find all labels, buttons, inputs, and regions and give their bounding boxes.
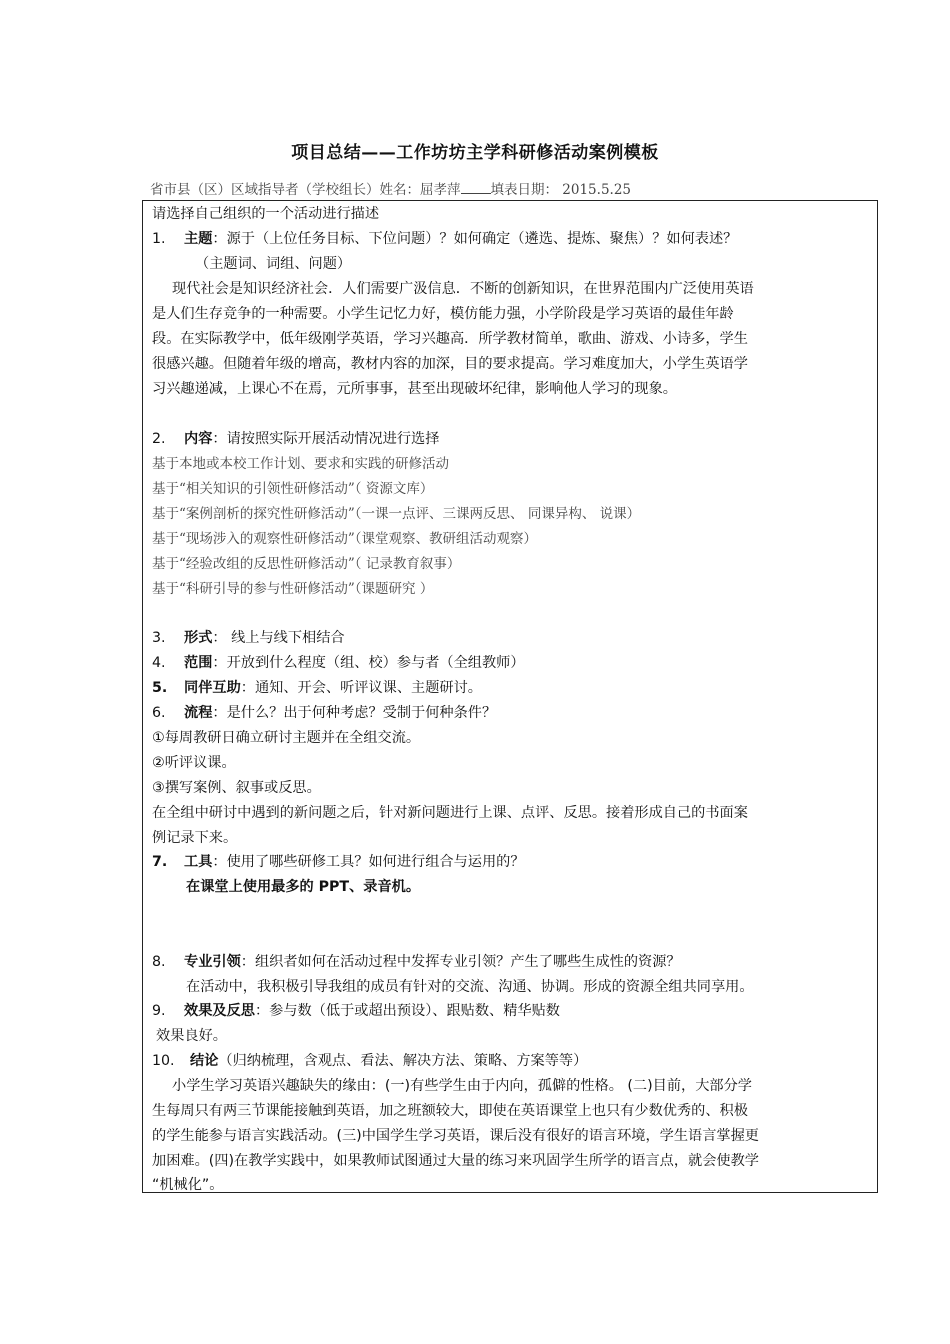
content-option: 基于“科研引导的参与性研修活动”（课题研究 ） — [152, 581, 434, 597]
section-head: 范围 — [184, 655, 213, 671]
paragraph-line: 很感兴趣。但随着年级的增高，教材内容的加深，目的要求提高。学习难度加大，小学生英语学 — [152, 356, 748, 372]
section-1-heading — [152, 230, 737, 248]
section-question: ：请按照实际开展活动情况进行选择 — [212, 431, 440, 447]
section-head: 流程 — [184, 705, 213, 721]
section-head: 主题 — [184, 231, 213, 247]
content-option: 基于“相关知识的引领性研修活动”（ 资源文库） — [152, 481, 434, 497]
page-title: 项目总结——工作坊坊主学科研修活动案例模板 — [291, 143, 659, 163]
section-text: ：开放到什么程度（组、校）参与者（全组教师） — [212, 655, 525, 671]
section-head: 内容 — [184, 431, 213, 447]
paragraph-line: 生每周只有两三节课能接触到英语，加之班额较大，即使在英语课堂上也只有少数优秀的、积极 — [152, 1103, 748, 1119]
content-option: 基于“现场涉入的观察性研修活动”（课堂观察、教研组活动观察） — [152, 531, 538, 547]
section-number: 9. — [152, 1003, 166, 1019]
process-step: ②听评议课。 — [152, 755, 236, 771]
section-question: （归纳梳理，含观点、看法、解决方法、策略、方案等等） — [218, 1053, 588, 1069]
form-meta — [150, 178, 631, 198]
section-8-heading — [152, 953, 681, 971]
section-text: ： 线上与线下相结合 — [212, 630, 345, 646]
section-1-question-2: （主题词、词组、问题） — [195, 256, 352, 272]
paragraph-line: 在全组中研讨中遇到的新问题之后，针对新问题进行上课、点评、反思。接着形成自己的书面案 — [152, 805, 748, 821]
section-7-heading — [152, 853, 525, 871]
section-number: 2. — [152, 431, 166, 447]
section-5-heading — [152, 679, 482, 697]
section-head: 结论 — [190, 1053, 219, 1069]
meta-suffix: 填表日期： 2015.5.25 — [490, 182, 631, 198]
section-9-heading — [152, 1002, 560, 1020]
section-number: 7. — [152, 854, 168, 870]
section-head: 效果及反思 — [184, 1003, 255, 1019]
section-question: ：参与数（低于或超出预设）、跟贴数、精华贴数 — [254, 1003, 560, 1019]
paragraph-line: 现代社会是知识经济社会．人们需要广汲信息．不断的创新知识，在世界范围内广泛使用英语 — [172, 281, 754, 297]
section-head: 形式 — [184, 630, 213, 646]
paragraph-line: 加困难。(四)在教学实践中，如果教师试图通过大量的练习来巩固学生所学的语言点，就会使教学 — [152, 1153, 759, 1169]
section-3-heading — [152, 629, 345, 647]
section-number: 10. — [152, 1053, 175, 1069]
paragraph-line: 是人们生存竞争的一种需要。小学生记忆力好，模仿能力强，小学阶段是学习英语的最佳年龄 — [152, 306, 734, 322]
section-number: 1. — [152, 231, 166, 247]
paragraph-line: 的学生能参与语言实践活动。(三)中国学生学习英语，课后没有很好的语言环境，学生语言掌握更 — [152, 1128, 759, 1144]
section-question: ：源于（上位任务目标、下位问题）？如何确定（遴选、提炼、聚焦）？如何表述？ — [212, 231, 738, 247]
section-8-answer: 在活动中，我积极引导我组的成员有针对的交流、沟通、协调。形成的资源全组共同享用。 — [186, 979, 754, 995]
section-number: 5. — [152, 680, 168, 696]
meta-prefix: 省市县（区）区域指导者（学校组长）姓名：屈孝萍 — [150, 182, 461, 198]
section-number: 3. — [152, 630, 166, 646]
process-step: ①每周教研日确立研讨主题并在全组交流。 — [152, 730, 421, 746]
content-option: 基于“案例剖析的探究性研修活动”（一课一点评、三课两反思、 同课异构、 说课） — [152, 506, 641, 522]
section-4-heading — [152, 654, 525, 672]
content-option: 基于“经验改组的反思性研修活动”（ 记录教育叙事） — [152, 556, 461, 572]
section-6-heading — [152, 704, 496, 722]
process-step: ③撰写案例、叙事或反思。 — [152, 780, 321, 796]
paragraph-line: 小学生学习英语兴趣缺失的缘由：(一)有些学生由于内向，孤僻的性格。 (二)目前，大部分学 — [172, 1078, 752, 1094]
section-number: 4. — [152, 655, 166, 671]
paragraph-line: 习兴趣递减，上课心不在焉，元所事事，甚至出现破坏纪律，影响他人学习的现象。 — [152, 381, 677, 397]
section-number: 6. — [152, 705, 166, 721]
content-option: 基于本地或本校工作计划、要求和实践的研修活动 — [152, 456, 449, 472]
intro-line: 请选择自己组织的一个活动进行描述 — [152, 206, 380, 222]
meta-blank — [461, 181, 491, 194]
section-2-heading — [152, 430, 439, 448]
section-head: 工具 — [184, 854, 213, 870]
paragraph-line: 例记录下来。 — [152, 830, 238, 846]
paragraph-line: 段。在实际教学中，低年级刚学英语，学习兴趣高．所学教材简单，歌曲、游戏、小诗多，学生 — [152, 331, 748, 347]
section-question: ：组织者如何在活动过程中发挥专业引领？产生了哪些生成性的资源？ — [240, 954, 681, 970]
section-9-answer: 效果良好。 — [156, 1028, 227, 1044]
section-10-heading — [152, 1052, 587, 1070]
section-question: ：使用了哪些研修工具？如何进行组合与运用的？ — [212, 854, 525, 870]
section-number: 8. — [152, 954, 166, 970]
section-7-answer: 在课堂上使用最多的 PPT、录音机。 — [186, 879, 421, 895]
section-question: ：是什么？出于何种考虑？受制于何种条件？ — [212, 705, 497, 721]
section-head: 同伴互助 — [184, 680, 241, 696]
section-text: ：通知、开会、听评议课、主题研讨。 — [240, 680, 482, 696]
section-head: 专业引领 — [184, 954, 241, 970]
paragraph-line: “机械化”。 — [152, 1177, 224, 1193]
